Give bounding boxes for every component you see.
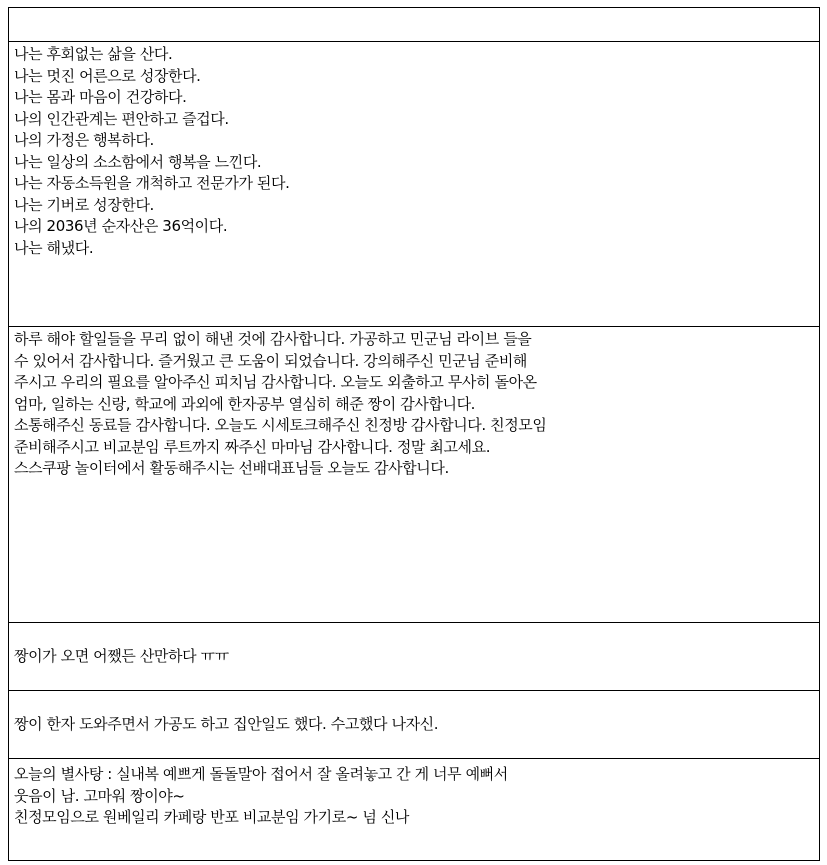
journal-row-note-1 — [9, 623, 820, 691]
journal-row-affirmations — [9, 42, 820, 327]
highlight-line: 웃음이 남. 고마워 짱이야~ — [14, 786, 185, 805]
affirmation-line: 나는 몸과 마음이 건강하다. — [14, 88, 187, 106]
affirmation-line: 나의 가정은 행복하다. — [14, 131, 154, 149]
header-cell[interactable] — [9, 8, 820, 42]
gratitude-cell[interactable] — [9, 327, 820, 623]
affirmation-line: 나는 자동소득원을 개척하고 전문가가 된다. — [14, 174, 290, 192]
gratitude-line: 소통해주신 동료들 감사합니다. 오늘도 시세토크해주신 친정방 감사합니다. 친정모임 — [14, 416, 547, 434]
journal-row-note-2 — [9, 691, 820, 759]
affirmation-line: 나의 2036년 순자산은 36억이다. — [14, 217, 228, 235]
journal-row-header — [9, 8, 820, 42]
journal-table — [8, 7, 820, 861]
affirmation-line: 나는 후회없는 삶을 산다. — [14, 45, 173, 63]
gratitude-line: 수 있어서 감사합니다. 즐거웠고 큰 도움이 되었습니다. 강의해주신 민군님 준비해 — [14, 351, 528, 370]
affirmation-line: 나의 인간관계는 편안하고 즐겁다. — [14, 109, 229, 128]
affirmation-line: 나는 일상의 소소함에서 행복을 느낀다. — [14, 152, 262, 171]
affirmation-line: 나는 해냈다. — [14, 238, 94, 257]
gratitude-line: 엄마, 일하는 신랑, 학교에 과외에 한자공부 열심히 해준 짱이 감사합니다. — [14, 394, 476, 413]
highlight-cell[interactable] — [9, 759, 820, 861]
note-1-cell[interactable]: 짱이가 오면 어쨌든 산만하다 ㅠㅠ — [9, 623, 820, 691]
gratitude-line: 스스쿠팡 놀이터에서 활동해주시는 선배대표님들 오늘도 감사합니다. — [14, 459, 449, 477]
gratitude-line: 하루 해야 할일들을 무리 없이 해낸 것에 감사합니다. 가공하고 민군님 라이브 들을 — [14, 330, 532, 348]
journal-row-highlight — [9, 759, 820, 861]
affirmation-line: 나는 멋진 어른으로 성장한다. — [14, 66, 201, 85]
highlight-line: 친정모임으로 원베일리 카페랑 반포 비교분임 가기로~ 넘 신나 — [14, 808, 409, 826]
note-2-cell[interactable]: 짱이 한자 도와주면서 가공도 하고 집안일도 했다. 수고했다 나자신. — [9, 691, 820, 759]
gratitude-line: 주시고 우리의 필요를 알아주신 피치님 감사합니다. 오늘도 외출하고 무사히 돌아온 — [14, 373, 537, 391]
highlight-line: 오늘의 별사탕 : 실내복 예쁘게 돌돌말아 접어서 잘 올려놓고 간 게 너무 예뻐서 — [14, 765, 508, 783]
journal-row-gratitude — [9, 327, 820, 623]
affirmation-line: 나는 기버로 성장한다. — [14, 195, 154, 214]
gratitude-line: 준비해주시고 비교분임 루트까지 짜주신 마마님 감사합니다. 정말 최고세요. — [14, 437, 491, 456]
affirmations-cell[interactable] — [9, 42, 820, 327]
